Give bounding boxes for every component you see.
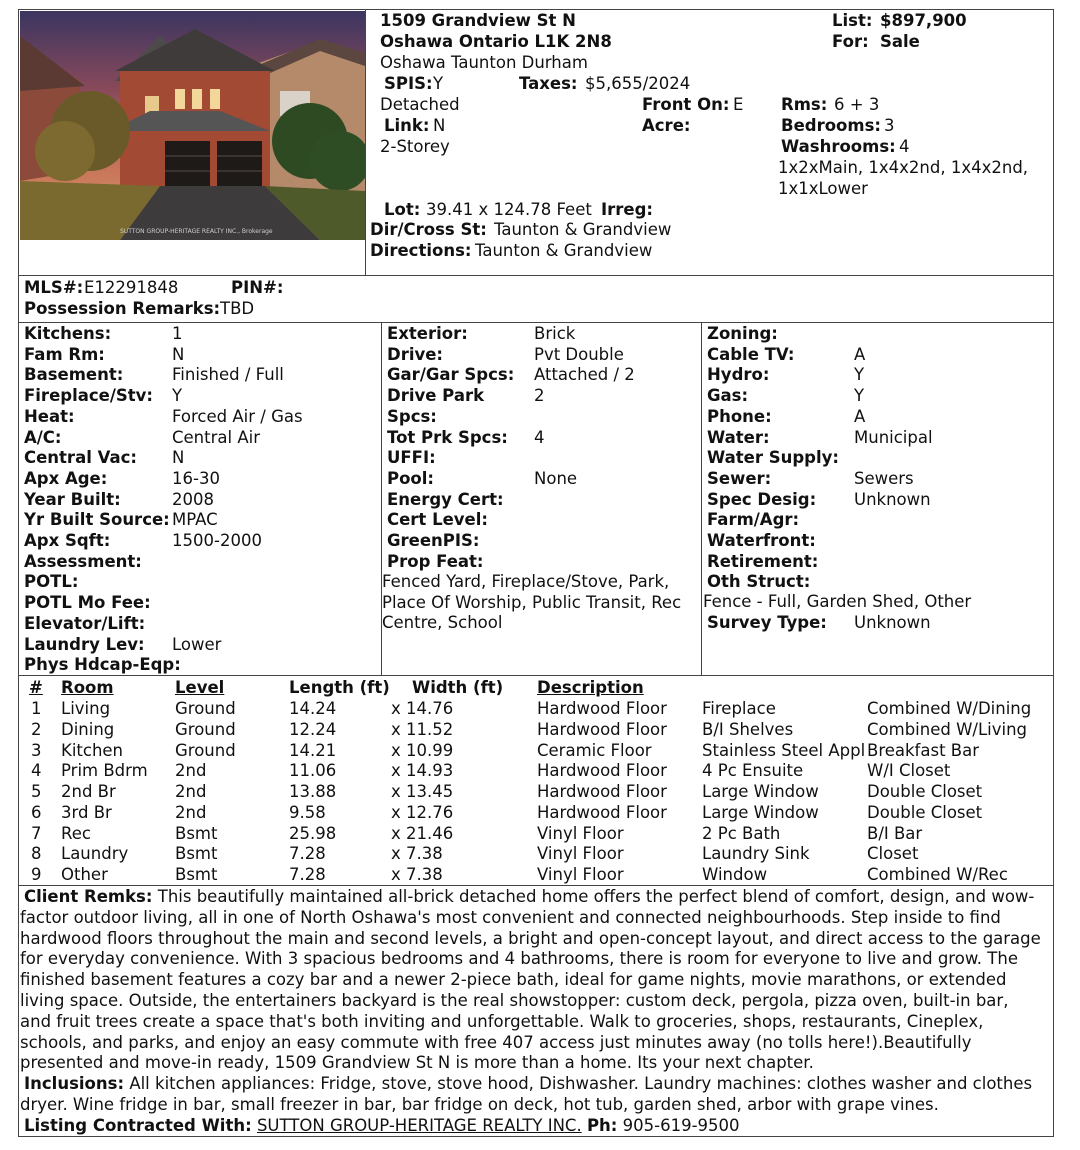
washrooms-detail-2: 1x1xLower (778, 179, 868, 198)
client-remarks-line (20, 1012, 1054, 1033)
feature-label: Assessment: (24, 551, 142, 571)
client-remarks-line (20, 929, 1054, 950)
feature-label: Energy Cert: (387, 489, 504, 509)
rms-label: Rms: (781, 95, 828, 114)
lot-value: 39.41 x 124.78 Feet (426, 200, 592, 219)
header-length: Length (ft) (289, 678, 390, 697)
feature-label: Apx Age: (24, 468, 108, 488)
client-remarks-label: Client Remks: (24, 887, 153, 906)
feature-label: Cert Level: (387, 510, 488, 530)
feature-value: Y (172, 386, 183, 406)
room-num: 5 (31, 782, 42, 801)
room-d1: Vinyl Floor (537, 823, 624, 843)
survey-type-value: Unknown (854, 613, 931, 632)
header-level: Level (175, 678, 225, 697)
room-level: Ground (175, 719, 236, 739)
feature-label: Oth Struct: (707, 572, 811, 592)
room-d2: 4 Pc Ensuite (702, 761, 804, 781)
inclusions-line (20, 1074, 1054, 1095)
room-room: Laundry (61, 844, 129, 864)
pin-label: PIN#: (231, 278, 284, 297)
feature-label: Exterior: (387, 324, 468, 343)
feature-value: Central Air (172, 427, 260, 447)
feature-value: A (854, 406, 866, 426)
room-level: 2nd (175, 782, 207, 801)
feature-value: A (854, 344, 866, 364)
room-num: 7 (31, 823, 42, 843)
header-room: Room (61, 678, 114, 697)
feature-label: Drive: (387, 344, 444, 364)
header-width: Width (ft) (412, 678, 504, 697)
feature-value: 4 (534, 427, 545, 447)
room-num: 3 (31, 740, 42, 760)
room-d1: Vinyl Floor (537, 865, 624, 884)
feature-label: Central Vac: (24, 448, 137, 468)
room-d3: Breakfast Bar (867, 740, 980, 760)
prop-feat-line: Place Of Worship, Public Transit, Rec (382, 592, 682, 612)
spis-label: SPIS: (384, 74, 433, 93)
room-level: 2nd (175, 802, 207, 822)
feature-value: Forced Air / Gas (172, 406, 303, 426)
directions-label: Directions: (370, 241, 472, 260)
room-d2: Large Window (702, 782, 819, 801)
room-num: 6 (31, 802, 42, 822)
room-room: 3rd Br (61, 802, 112, 822)
feature-label: Apx Sqft: (24, 531, 111, 550)
room-d1: Hardwood Floor (537, 719, 667, 739)
room-d2: Laundry Sink (702, 844, 810, 864)
room-d1: Ceramic Floor (537, 740, 652, 760)
room-num: 2 (31, 719, 42, 739)
address-line1: 1509 Grandview St N (380, 11, 576, 30)
room-length: 14.21 (289, 740, 337, 760)
room-width: x 10.99 (391, 740, 454, 760)
feature-label: Retirement: (707, 551, 819, 571)
room-length: 9.58 (289, 802, 326, 822)
room-d3: B/I Bar (867, 823, 923, 843)
room-d3: Combined W/Dining (867, 699, 1032, 718)
feature-label: Year Built: (24, 489, 121, 509)
feature-label: Kitchens: (24, 324, 112, 343)
feature-label: Spec Desig: (707, 489, 817, 509)
feature-label: Fam Rm: (24, 344, 105, 364)
feature-label: Cable TV: (707, 344, 795, 364)
feature-value: N (172, 448, 185, 468)
feature-label: Phone: (707, 406, 772, 426)
room-level: Bsmt (175, 844, 218, 864)
room-num: 8 (31, 844, 42, 864)
feature-value: None (534, 468, 578, 488)
front-on-value: E (733, 95, 744, 114)
room-width: x 7.38 (391, 844, 443, 864)
room-level: Bsmt (175, 865, 218, 884)
for-label: For: (832, 32, 869, 51)
client-remarks-text: for everyday convenience. With 3 spacious bedrooms and 4 bathrooms, there is room for everyone to live and grow. The (20, 949, 1018, 969)
property-photo[interactable] (20, 11, 365, 240)
room-d1: Hardwood Floor (537, 782, 667, 801)
feature-value: 2008 (172, 489, 214, 509)
phone-label: Ph: (586, 1115, 618, 1135)
irreg-label: Irreg: (601, 200, 654, 219)
feature-value: 16-30 (172, 468, 220, 488)
room-length: 7.28 (289, 844, 326, 864)
header-description: Description (537, 678, 644, 697)
room-num: 4 (31, 761, 42, 781)
room-level: 2nd (175, 761, 207, 781)
room-width: x 21.46 (391, 823, 454, 843)
feature-label: Waterfront: (707, 531, 816, 550)
inclusions-label: Inclusions: (24, 1074, 125, 1094)
client-remarks-text: schools, and parks, and enjoy an easy commute with free 407 access just minutes away (no tolls here!).Beautifully (20, 1032, 972, 1052)
room-d3: Combined W/Rec (867, 865, 1008, 884)
feature-label: Water: (707, 427, 770, 447)
possession-value: TBD (220, 299, 255, 318)
client-remarks-line (20, 970, 1054, 991)
feature-label: Fireplace/Stv: (24, 386, 153, 406)
front-on-label: Front On: (642, 95, 730, 114)
feature-label: Zoning: (707, 324, 778, 343)
feature-label: Gas: (707, 386, 749, 406)
possession-label: Possession Remarks: (24, 299, 221, 318)
room-length: 12.24 (289, 719, 337, 739)
feature-label: Elevator/Lift: (24, 613, 146, 633)
room-room: Kitchen (61, 740, 124, 760)
room-width: x 7.38 (391, 865, 443, 884)
room-room: Dining (61, 719, 115, 739)
contracted-label: Listing Contracted With: (24, 1115, 252, 1135)
room-length: 13.88 (289, 782, 337, 801)
mls-value: E12291848 (84, 278, 179, 297)
room-num: 9 (31, 865, 42, 884)
feature-value: Attached / 2 (534, 365, 635, 385)
feature-label: Sewer: (707, 468, 772, 488)
room-d2: Fireplace (702, 699, 776, 718)
room-room: Living (61, 699, 111, 718)
directions-value: Taunton & Grandview (475, 241, 653, 260)
room-room: Other (61, 865, 108, 884)
feature-label: Phys Hdcap-Eqp: (24, 655, 181, 675)
room-width: x 13.45 (391, 782, 454, 801)
feature-label: Basement: (24, 365, 124, 385)
feature-value: Lower (172, 634, 222, 654)
room-num: 1 (31, 699, 42, 718)
client-remarks-text: and fruit trees create a space that's both inviting and unforgettable. Walk to groceries, shops, restaurants, Cineplex, (20, 1011, 984, 1031)
feature-label: POTL: (24, 572, 79, 592)
address-line2: Oshawa Ontario L1K 2N8 (380, 32, 612, 51)
room-d2: 2 Pc Bath (702, 823, 781, 843)
room-d3: W/I Closet (867, 761, 951, 781)
room-d1: Hardwood Floor (537, 802, 667, 822)
room-length: 7.28 (289, 865, 326, 884)
mls-label: MLS#: (24, 278, 84, 297)
phone-value: 905-619-9500 (622, 1115, 740, 1135)
prop-feat-line: Centre, School (382, 613, 503, 633)
bedrooms-label: Bedrooms: (781, 116, 881, 135)
style: 2-Storey (380, 137, 450, 156)
list-label: List: (832, 11, 873, 30)
client-remarks-text: factor outdoor living, all in one of North Oshawa's most convenient and connected neighbourhoods. Step inside to find (20, 907, 1001, 927)
room-d1: Vinyl Floor (537, 844, 624, 864)
feature-label: GreenPIS: (387, 531, 480, 550)
room-room: Prim Bdrm (61, 761, 148, 781)
room-d3: Double Closet (867, 782, 983, 801)
feature-label: Pool: (387, 468, 435, 488)
feature-value: Pvt Double (534, 344, 624, 364)
client-remarks-text: living space. Outside, the entertainers backyard is the real showstopper: custom deck, pergola, pizza oven, built-in bar, (20, 990, 1009, 1010)
feature-label: Farm/Agr: (707, 510, 800, 530)
for-value: Sale (880, 32, 920, 51)
washrooms-label: Washrooms: (781, 137, 896, 156)
taxes-value: $5,655/2024 (585, 74, 691, 93)
feature-value: 1500-2000 (172, 531, 262, 550)
washrooms-detail-1: 1x2xMain, 1x4x2nd, 1x4x2nd, (778, 158, 1029, 177)
feature-label: Gar/Gar Spcs: (387, 365, 515, 385)
feature-label: Hydro: (707, 365, 770, 385)
cross-street-value: Taunton & Grandview (494, 220, 672, 239)
spis-value: Y (433, 74, 444, 93)
room-d2: B/I Shelves (702, 719, 794, 739)
room-length: 14.24 (289, 699, 337, 718)
remarks-section (20, 887, 1054, 1137)
feature-value: Brick (534, 324, 576, 343)
link-value: N (433, 116, 446, 135)
room-room: Rec (61, 823, 91, 843)
room-level: Ground (175, 740, 236, 760)
property-type: Detached (380, 95, 460, 114)
room-d1: Hardwood Floor (537, 699, 667, 718)
inclusions-line (20, 1095, 1054, 1116)
room-length: 11.06 (289, 761, 337, 781)
brokerage-link[interactable]: SUTTON GROUP-HERITAGE REALTY INC. (256, 1115, 582, 1135)
room-width: x 11.52 (391, 719, 454, 739)
room-d1: Hardwood Floor (537, 761, 667, 781)
feature-value: MPAC (172, 510, 218, 530)
feature-label: Yr Built Source: (24, 510, 170, 530)
feature-label: Drive Park (387, 386, 485, 406)
feature-label: Tot Prk Spcs: (387, 427, 508, 447)
feature-value: 2 (534, 386, 545, 406)
room-d2: Large Window (702, 802, 819, 822)
taxes-label: Taxes: (519, 74, 578, 93)
listing-contracted (20, 1116, 1054, 1137)
room-width: x 14.93 (391, 761, 454, 781)
feature-value: Y (854, 365, 865, 385)
feature-value: Sewers (854, 468, 914, 488)
photo-watermark: SUTTON GROUP-HERITAGE REALTY INC., Brokerage (120, 228, 273, 235)
client-remarks (20, 887, 1054, 1074)
feature-value: Y (854, 386, 865, 406)
rms-value: 6 + 3 (834, 95, 880, 114)
client-remarks-line (20, 908, 1054, 929)
header-num: # (29, 678, 43, 697)
washrooms-value: 4 (899, 137, 910, 156)
feature-value: Municipal (854, 427, 933, 447)
feature-label: UFFI: (387, 448, 436, 468)
room-level: Bsmt (175, 823, 218, 843)
prop-feat-line: Fenced Yard, Fireplace/Stove, Park, (382, 572, 670, 591)
inclusions-text: All kitchen appliances: Fridge, stove, stove hood, Dishwasher. Laundry machines: clothes washer and clothes (129, 1074, 1033, 1094)
feature-label: POTL Mo Fee: (24, 593, 151, 613)
room-width: x 14.76 (391, 699, 454, 718)
feature-value: Finished / Full (172, 365, 284, 385)
feature-label: Spcs: (387, 406, 437, 426)
client-remarks-text: presented and move-in ready, 1509 Grandview St N is more than a home. Its your next chapter. (20, 1053, 814, 1073)
room-length: 25.98 (289, 823, 337, 843)
client-remarks-text: hardwood floors throughout the main and second levels, a bright and open-concept layout, and direct access to the garage (20, 928, 1041, 948)
feature-label: A/C: (24, 427, 62, 447)
feature-label: Prop Feat: (387, 551, 484, 571)
feature-label: Laundry Lev: (24, 634, 145, 654)
inclusions (20, 1074, 1054, 1116)
feature-value: N (172, 344, 185, 364)
survey-type-label: Survey Type: (707, 613, 827, 632)
room-d2: Stainless Steel Appl (702, 740, 866, 760)
client-remarks-line (20, 949, 1054, 970)
lot-label: Lot: (384, 200, 421, 219)
cross-street-label: Dir/Cross St: (370, 220, 487, 239)
room-d2: Window (702, 865, 768, 884)
feature-label: Heat: (24, 406, 75, 426)
client-remarks-text: This beautifully maintained all-brick detached home offers the perfect blend of comfort, design, and wow- (157, 887, 1035, 906)
room-width: x 12.76 (391, 802, 454, 822)
link-label: Link: (384, 116, 430, 135)
acre-label: Acre: (642, 116, 691, 135)
area: Oshawa Taunton Durham (380, 53, 588, 72)
client-remarks-text: finished basement features a cozy bar and a newer 2-piece bath, ideal for game nights, movie marathons, or extended (20, 970, 1007, 990)
bedrooms-value: 3 (884, 116, 895, 135)
client-remarks-line (20, 1053, 1054, 1074)
room-d3: Combined W/Living (867, 719, 1028, 739)
room-d3: Closet (867, 844, 919, 864)
feature-value: 1 (172, 324, 183, 343)
house-image (20, 11, 365, 240)
inclusions-text: dryer. Wine fridge in bar, small freezer in bar, bar fridge on deck, hot tub, garden shed, arbor with grape vines. (20, 1094, 939, 1114)
oth-struct-value: Fence - Full, Garden Shed, Other (703, 592, 972, 611)
room-d3: Double Closet (867, 802, 983, 822)
listing-sheet (18, 9, 1054, 1137)
client-remarks-line (20, 1033, 1054, 1054)
room-level: Ground (175, 699, 236, 718)
feature-value: Unknown (854, 489, 931, 509)
list-price: $897,900 (880, 11, 967, 30)
client-remarks-line (20, 991, 1054, 1012)
room-room: 2nd Br (61, 782, 116, 801)
client-remarks-line (20, 887, 1054, 908)
feature-label: Water Supply: (707, 448, 839, 468)
